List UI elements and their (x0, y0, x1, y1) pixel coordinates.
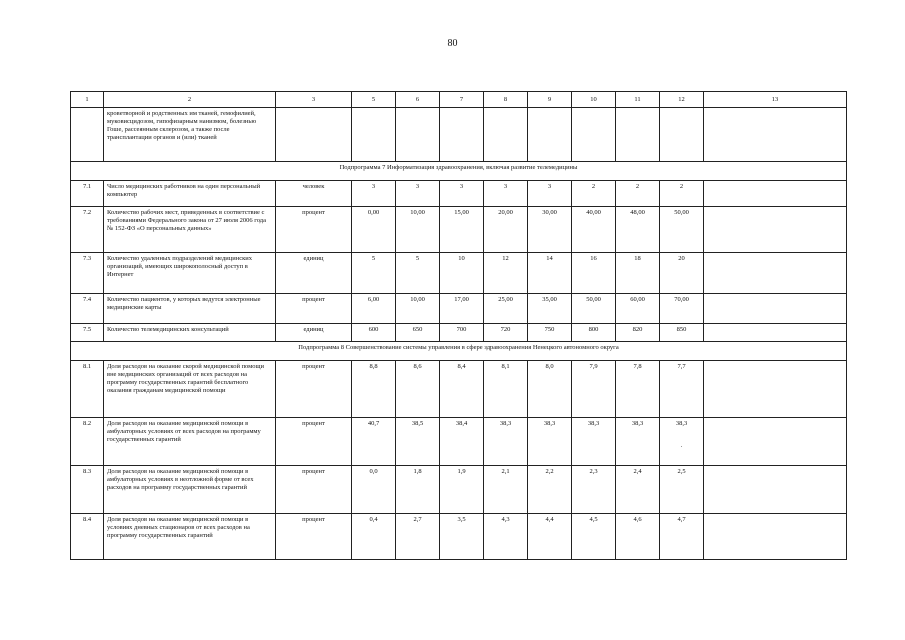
value-cell: 18 (616, 253, 660, 294)
table-row (71, 324, 847, 342)
value-cell: 25,00 (484, 294, 528, 324)
continuation-text: кроветворной и родственных им тканей, гемофилией, муковисцидозом, гипофизарным нанизмом, болезнью Гоше, рассеянным склерозом, а также после трансплантации органов и (или) тканей (104, 108, 276, 162)
header-cell: 8 (484, 92, 528, 108)
indicator-name: Доля расходов на оказание медицинской помощи в амбулаторных условиях в неотложной форме от всех расходов на программу государственных гарантий (104, 466, 276, 514)
row-number: 8.1 (71, 361, 104, 418)
header-cell: 1 (71, 92, 104, 108)
value-cell: 20,00 (484, 207, 528, 253)
indicator-name: Количество удаленных подразделений медицинских организаций, имеющих широкополосный доступ в Интернет (104, 253, 276, 294)
indicator-name: Доля расходов на оказание скорой медицинской помощи вне медицинских организаций от всех расходов на программу государственных гарантий бесплатного оказания гражданам медицинской помощи (104, 361, 276, 418)
value-cell: 16 (572, 253, 616, 294)
value-cell: 8,8 (352, 361, 396, 418)
value-cell: 3,5 (440, 514, 484, 560)
section-row-8 (71, 342, 847, 361)
value-cell: 2,1 (484, 466, 528, 514)
table-row (71, 418, 847, 466)
row-number: 7.1 (71, 181, 104, 207)
value-cell: 1,9 (440, 466, 484, 514)
value-cell: 38,3 (484, 418, 528, 466)
unit: процент (276, 361, 352, 418)
value-cell: 38,5 (396, 418, 440, 466)
header-cell: 11 (616, 92, 660, 108)
value-cell: 2,5 (660, 466, 704, 514)
value-cell: 0,4 (352, 514, 396, 560)
value-cell: 2,2 (528, 466, 572, 514)
header-cell: 12 (660, 92, 704, 108)
value-cell: 8,4 (440, 361, 484, 418)
value-cell: 2 (616, 181, 660, 207)
value-cell: 10 (440, 253, 484, 294)
table-row (71, 514, 847, 560)
row-number: 8.2 (71, 418, 104, 466)
value-cell: 50,00 (572, 294, 616, 324)
header-cell: 6 (396, 92, 440, 108)
value-cell: 3 (352, 181, 396, 207)
value-cell: 2,3 (572, 466, 616, 514)
value-cell: 600 (352, 324, 396, 342)
value-cell: 7,7 (660, 361, 704, 418)
value-cell: 7,9 (572, 361, 616, 418)
value-cell: 3 (528, 181, 572, 207)
header-cell: 2 (104, 92, 276, 108)
value-cell: 35,00 (528, 294, 572, 324)
table-row (71, 294, 847, 324)
indicator-name: Количество пациентов, у которых ведутся электронные медицинские карты (104, 294, 276, 324)
value-cell: 4,5 (572, 514, 616, 560)
unit: процент (276, 514, 352, 560)
value-cell: 38,3 (675, 420, 688, 427)
value-cell: 4,4 (528, 514, 572, 560)
value-cell: 38,4 (440, 418, 484, 466)
unit: процент (276, 207, 352, 253)
value-cell: 38,3 (528, 418, 572, 466)
indicator-name: Количество рабочих мест, приведенных в соответствие с требованиями Федерального закона от 27 июля 2006 года № 152-ФЗ «О персональных данных» (104, 207, 276, 253)
value-cell: 38,3 (572, 418, 616, 466)
value-cell: 4,3 (484, 514, 528, 560)
header-cell: 5 (352, 92, 396, 108)
value-cell: 8,1 (484, 361, 528, 418)
value-cell: 6,00 (352, 294, 396, 324)
value-cell: 12 (484, 253, 528, 294)
section-title-7: Подпрограмма 7 Информатизация здравоохранения, включая развитие телемедицины (71, 162, 847, 181)
value-cell: 4,7 (660, 514, 704, 560)
table-row (71, 207, 847, 253)
value-cell: 40,00 (572, 207, 616, 253)
continuation-row (71, 108, 847, 162)
unit: процент (276, 466, 352, 514)
header-row (71, 92, 847, 108)
value-cell: 800 (572, 324, 616, 342)
value-cell: 50,00 (660, 207, 704, 253)
table-row (71, 361, 847, 418)
header-cell: 13 (704, 92, 847, 108)
header-cell: 7 (440, 92, 484, 108)
value-cell: 2,7 (396, 514, 440, 560)
value-cell: 3 (440, 181, 484, 207)
row-number: 8.3 (71, 466, 104, 514)
indicator-name: Доля расходов на оказание медицинской помощи в условиях дневных стационаров от всех расходов на программу государственных гарантий (104, 514, 276, 560)
value-cell: 750 (528, 324, 572, 342)
value-cell: 20 (660, 253, 704, 294)
indicator-name: Число медицинских работников на один персональный компьютер (104, 181, 276, 207)
value-cell: 650 (396, 324, 440, 342)
value-cell: 2 (572, 181, 616, 207)
value-cell: 5 (396, 253, 440, 294)
unit: единиц (276, 324, 352, 342)
value-cell: 10,00 (396, 207, 440, 253)
value-cell: 0,0 (352, 466, 396, 514)
section-row-7 (71, 162, 847, 181)
value-cell: 0,00 (352, 207, 396, 253)
header-cell: 3 (276, 92, 352, 108)
value-cell: 17,00 (440, 294, 484, 324)
stray-mark: . (680, 442, 683, 449)
value-cell: 850 (660, 324, 704, 342)
value-cell: 700 (440, 324, 484, 342)
table-row (71, 466, 847, 514)
row-number: 7.5 (71, 324, 104, 342)
page-number: 80 (447, 38, 458, 49)
row-number: 7.2 (71, 207, 104, 253)
value-cell: 5 (352, 253, 396, 294)
value-cell: 820 (616, 324, 660, 342)
value-cell: 30,00 (528, 207, 572, 253)
unit: процент (276, 418, 352, 466)
indicator-name: Количество телемедицинских консультаций (104, 324, 276, 342)
value-cell: 2 (660, 181, 704, 207)
row-number: 8.4 (71, 514, 104, 560)
value-cell: 48,00 (616, 207, 660, 253)
unit: процент (276, 294, 352, 324)
value-cell: 14 (528, 253, 572, 294)
section-title-8: Подпрограмма 8 Совершенствование системы управления в сфере здравоохранения Ненецкого автономного округа (71, 342, 847, 361)
header-cell: 9 (528, 92, 572, 108)
row-number: 7.4 (71, 294, 104, 324)
value-cell: 40,7 (352, 418, 396, 466)
value-cell: 3 (484, 181, 528, 207)
table-row (71, 181, 847, 207)
indicator-name: Доля расходов на оказание медицинской помощи в амбулаторных условиях от всех расходов на программу государственных гарантий (104, 418, 276, 466)
value-cell: 15,00 (440, 207, 484, 253)
unit: единиц (276, 253, 352, 294)
indicators-table (70, 91, 847, 560)
table-row (71, 253, 847, 294)
value-cell: 7,8 (616, 361, 660, 418)
value-cell: 4,6 (616, 514, 660, 560)
value-cell: 60,00 (616, 294, 660, 324)
value-cell: 38,3 (616, 418, 660, 466)
value-cell: 720 (484, 324, 528, 342)
value-cell: 8,6 (396, 361, 440, 418)
value-cell: 8,0 (528, 361, 572, 418)
value-cell: 3 (396, 181, 440, 207)
value-cell: 10,00 (396, 294, 440, 324)
unit: человек (276, 181, 352, 207)
value-cell: 1,8 (396, 466, 440, 514)
value-cell: 70,00 (660, 294, 704, 324)
row-number: 7.3 (71, 253, 104, 294)
value-cell: 2,4 (616, 466, 660, 514)
header-cell: 10 (572, 92, 616, 108)
